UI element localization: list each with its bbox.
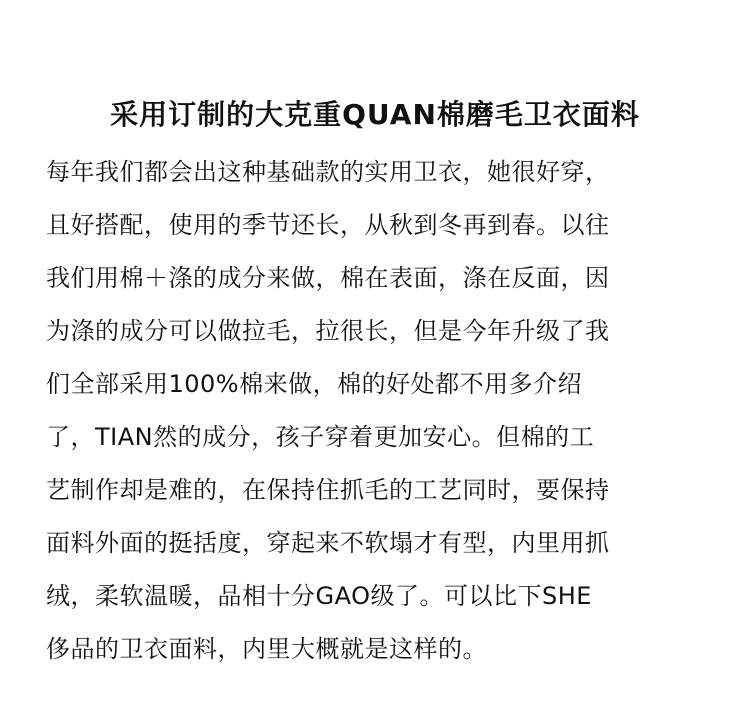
paragraph-line: 且好搭配，使用的季节还长，从秋到冬再到春。以往 xyxy=(46,211,610,239)
paragraph-line: 侈品的卫衣面料，内里大概就是这样的。 xyxy=(46,635,487,663)
description-paragraph xyxy=(46,150,726,680)
paragraph-line: 为涤的成分可以做拉毛，拉很长，但是今年升级了我 xyxy=(46,317,610,345)
paragraph-line: 绒，柔软温暖，品相十分GAO级了。可以比下SHE xyxy=(46,582,592,610)
page-title: 采用订制的大克重QUAN棉磨毛卫衣面料 xyxy=(110,97,640,131)
paragraph-line: 们全部采用100%棉来做，棉的好处都不用多介绍 xyxy=(46,370,583,398)
paragraph-line: 每年我们都会出这种基础款的实用卫衣，她很好穿， xyxy=(46,158,610,186)
paragraph-line: 了，TIAN然的成分，孩子穿着更加安心。但棉的工 xyxy=(46,423,595,451)
paragraph-line: 艺制作却是难的，在保持住抓毛的工艺同时，要保持 xyxy=(46,476,610,504)
paragraph-line: 面料外面的挺括度，穿起来不软塌才有型，内里用抓 xyxy=(46,529,610,557)
paragraph-line: 我们用棉＋涤的成分来做，棉在表面，涤在反面，因 xyxy=(46,264,610,292)
